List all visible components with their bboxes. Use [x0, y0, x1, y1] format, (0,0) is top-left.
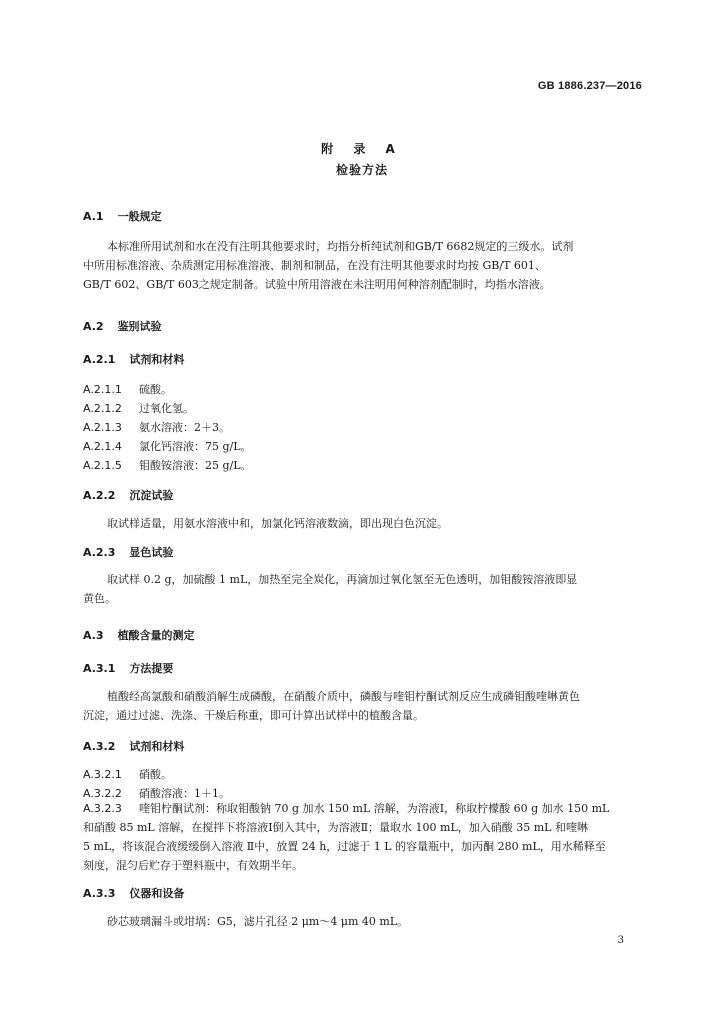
list-item — [83, 766, 172, 782]
appendix-label: 附 录 A — [321, 142, 403, 156]
text-line: 植酸经高氯酸和硝酸消解生成磷酸，在硝酸介质中，磷酸与喹钼柠酮试剂反应生成磷钼酸喹啉黄色 — [107, 690, 580, 703]
heading-title: 仪器和设备 — [129, 887, 185, 900]
item-number: A.2.1.2 — [83, 402, 122, 415]
heading-a2 — [83, 318, 162, 334]
list-item — [83, 381, 172, 397]
item-text: 氯化钙溶液：75 g/L。 — [139, 440, 252, 453]
heading-title: 试剂和材料 — [129, 353, 185, 366]
text-line: 取试样适量，用氨水溶液中和，加氯化钙溶液数滴，即出现白色沉淀。 — [107, 517, 448, 530]
heading-a22 — [83, 487, 173, 503]
text-line — [83, 799, 643, 818]
text-line: 砂芯玻璃漏斗或坩埚：G5，滤片孔径 2 μm～4 μm 40 mL。 — [107, 915, 409, 928]
heading-a32 — [83, 738, 184, 754]
list-item — [83, 400, 194, 416]
heading-title: 一般规定 — [117, 210, 162, 223]
paragraph-a31 — [83, 687, 643, 725]
item-number: A.2.1.4 — [83, 440, 122, 453]
item-number: A.2.1.3 — [83, 421, 122, 434]
item-number: A.2.1.5 — [83, 459, 122, 472]
item-number: A.3.2.3 — [83, 802, 122, 815]
list-item — [83, 457, 252, 473]
item-text: 硝酸溶液：1＋1。 — [139, 787, 230, 800]
item-text: 硝酸。 — [139, 768, 172, 781]
heading-number: A.2.3 — [83, 546, 116, 559]
heading-a31 — [83, 660, 173, 676]
heading-a23 — [83, 544, 173, 560]
heading-a33 — [83, 885, 184, 901]
heading-title: 方法提要 — [129, 662, 174, 675]
heading-number: A.2.2 — [83, 489, 116, 502]
item-text: 硫酸。 — [139, 383, 172, 396]
item-number: A.3.2.2 — [83, 787, 122, 800]
list-item — [83, 438, 252, 454]
heading-a21 — [83, 351, 184, 367]
heading-title: 显色试验 — [129, 546, 174, 559]
item-number: A.2.1.1 — [83, 383, 122, 396]
heading-number: A.1 — [83, 210, 104, 223]
text-line: 取试样 0.2 g，加硫酸 1 mL，加热至完全炭化，再滴加过氧化氢至无色透明，加钼酸铵溶液即显 — [107, 573, 578, 586]
item-number: A.3.2.1 — [83, 768, 122, 781]
heading-number: A.3.1 — [83, 662, 116, 675]
heading-number: A.3.3 — [83, 887, 116, 900]
text-line: 黄色。 — [83, 592, 116, 605]
text-line: 本标准所用试剂和水在没有注明其他要求时，均指分析纯试剂和GB/T 6682规定的三级水。试剂 — [107, 240, 574, 253]
heading-title: 植酸含量的测定 — [117, 629, 195, 642]
item-text: 钼酸铵溶液：25 g/L。 — [139, 459, 252, 472]
heading-number: A.3.2 — [83, 740, 116, 753]
text-line: 和硝酸 85 mL 溶解，在搅拌下将溶液Ⅰ倒入其中，为溶液Ⅱ；量取水 100 mL，加入硝酸 35 mL 和喹啉 — [83, 821, 588, 834]
heading-title: 沉淀试验 — [129, 489, 174, 502]
item-text: 过氧化氢。 — [139, 402, 194, 415]
item-text: 氨水溶液：2＋3。 — [139, 421, 230, 434]
heading-title: 鉴别试验 — [117, 320, 162, 333]
text-line: 中所用标准溶液、杂质测定用标准溶液、制剂和制品，在没有注明其他要求时均按 GB/T 601、 — [83, 259, 546, 272]
paragraph-a22 — [83, 514, 643, 533]
heading-title: 试剂和材料 — [129, 740, 185, 753]
text-line: 沉淀，通过过滤、洗涤、干燥后称重，即可计算出试样中的植酸含量。 — [83, 709, 424, 722]
standard-number: GB 1886.237—2016 — [537, 80, 642, 92]
item-text: 喹钼柠酮试剂：称取钼酸钠 70 g 加水 150 mL 溶解，为溶液Ⅰ，称取柠檬酸 60 g 加水 150 mL — [139, 802, 610, 815]
text-line: 刻度，混匀后贮存于塑料瓶中，有效期半年。 — [83, 859, 303, 872]
list-item — [83, 419, 230, 435]
heading-a1 — [83, 208, 162, 224]
heading-number: A.3 — [83, 629, 104, 642]
heading-number: A.2 — [83, 320, 104, 333]
appendix-title: 检验方法 — [335, 163, 388, 177]
heading-a3 — [83, 627, 195, 643]
page-number: 3 — [617, 935, 624, 946]
heading-number: A.2.1 — [83, 353, 116, 366]
text-line: GB/T 602、GB/T 603之规定制备。试验中所用溶液在未注明用何种溶剂配制时，均指水溶液。 — [83, 278, 551, 291]
paragraph-a1 — [83, 237, 643, 294]
paragraph-a323 — [83, 799, 643, 875]
paragraph-a23 — [83, 570, 643, 608]
paragraph-a33 — [83, 912, 643, 931]
text-line: 5 mL，将该混合液缓缓倒入溶液 Ⅱ中，放置 24 h，过滤于 1 L 的容量瓶中，加丙酮 280 mL，用水稀释至 — [83, 840, 606, 853]
